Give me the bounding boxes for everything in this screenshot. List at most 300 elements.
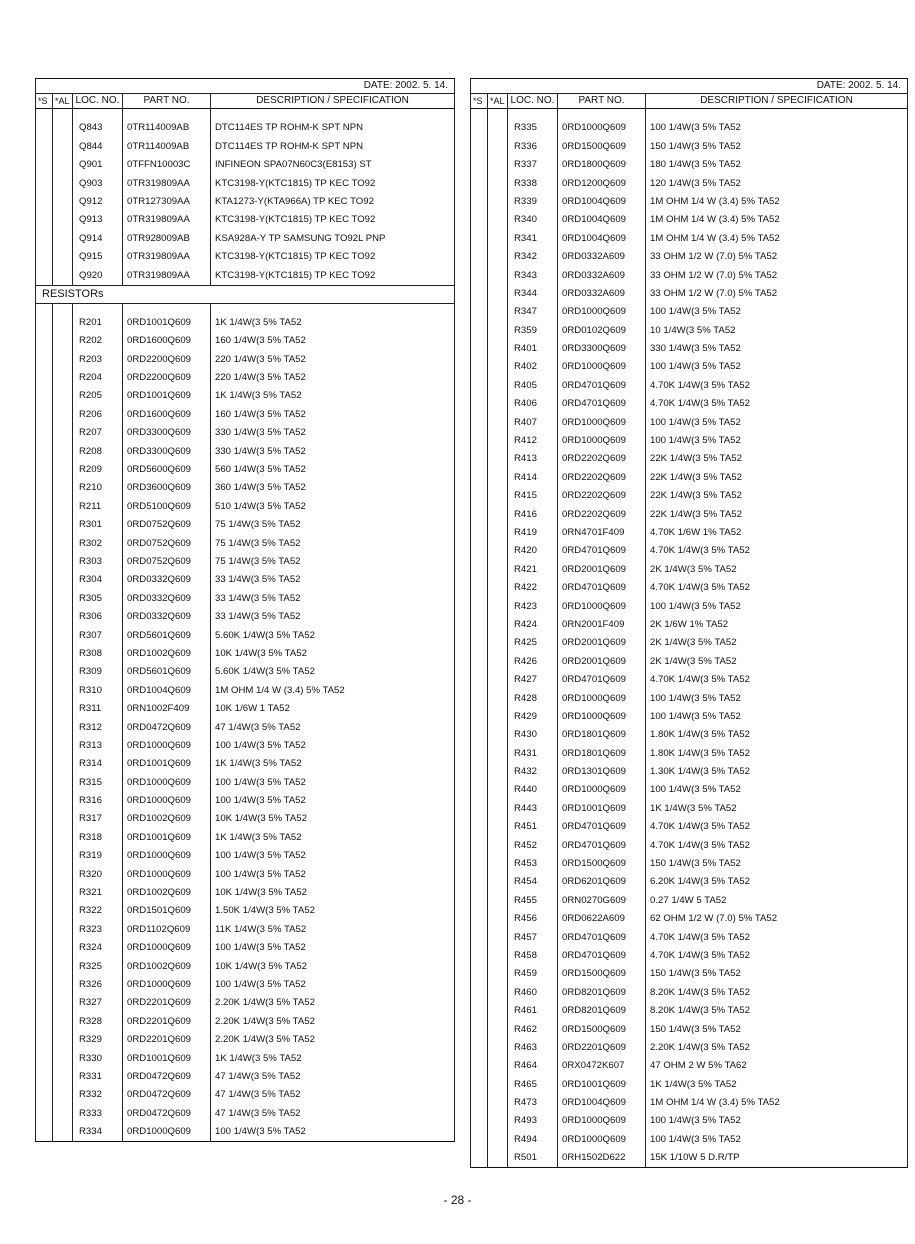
flag-al-cell: [488, 1075, 508, 1093]
description-cell: 33 OHM 1/2 W (7.0) 5% TA52: [646, 248, 908, 266]
description-cell: 150 1/4W(3 5% TA52: [646, 137, 908, 155]
flag-al-cell: [488, 891, 508, 909]
description-cell: 1K 1/4W(3 5% TA52: [646, 1075, 908, 1093]
loc-no-cell: R461: [508, 1002, 558, 1020]
loc-no-cell: R303: [73, 553, 123, 571]
description-cell: 100 1/4W(3 5% TA52: [646, 1130, 908, 1148]
flag-al-cell: [53, 1012, 73, 1030]
table-row: [36, 700, 455, 718]
loc-no-cell: R319: [73, 847, 123, 865]
loc-no-cell: R328: [73, 1012, 123, 1030]
spacer-cell: [73, 303, 123, 314]
loc-no-cell: Q843: [73, 119, 123, 137]
loc-no-cell: R406: [508, 395, 558, 413]
part-no-cell: 0RD1004Q609: [558, 229, 646, 247]
loc-no-cell: Q844: [73, 137, 123, 155]
part-no-cell: 0TR319809AA: [123, 174, 211, 192]
flag-al-cell: [488, 524, 508, 542]
spacer-cell: [53, 109, 73, 120]
loc-no-cell: R459: [508, 965, 558, 983]
loc-no-cell: R430: [508, 726, 558, 744]
description-cell: 0.27 1/4W 5 TA52: [646, 891, 908, 909]
description-cell: 4.70K 1/4W(3 5% TA52: [646, 947, 908, 965]
loc-no-cell: R416: [508, 505, 558, 523]
description-cell: 560 1/4W(3 5% TA52: [211, 461, 455, 479]
description-cell: 100 1/4W(3 5% TA52: [211, 976, 455, 994]
part-no-cell: 0RD2201Q609: [123, 1031, 211, 1049]
description-cell: 33 1/4W(3 5% TA52: [211, 571, 455, 589]
flag-al-cell: [488, 542, 508, 560]
spacer-cell: [211, 303, 455, 314]
loc-no-cell: R457: [508, 928, 558, 946]
description-cell: 10K 1/6W 1 TA52: [211, 700, 455, 718]
description-cell: 510 1/4W(3 5% TA52: [211, 497, 455, 515]
description-cell: 100 1/4W(3 5% TA52: [646, 432, 908, 450]
flag-al-cell: [53, 211, 73, 229]
part-no-cell: 0RD1200Q609: [558, 174, 646, 192]
description-cell: 1.50K 1/4W(3 5% TA52: [211, 902, 455, 920]
part-no-cell: 0RD1001Q609: [558, 799, 646, 817]
description-cell: 330 1/4W(3 5% TA52: [211, 424, 455, 442]
flag-s-cell: [471, 1149, 488, 1168]
header-s: *S: [471, 94, 488, 109]
flag-s-cell: [36, 1031, 53, 1049]
table-row: [36, 589, 455, 607]
table-row: [36, 193, 455, 211]
description-cell: 22K 1/4W(3 5% TA52: [646, 487, 908, 505]
flag-al-cell: [488, 616, 508, 634]
table-row: [471, 652, 908, 670]
flag-al-cell: [488, 799, 508, 817]
part-no-cell: 0RD4701Q609: [558, 818, 646, 836]
description-cell: 100 1/4W(3 5% TA52: [646, 119, 908, 137]
loc-no-cell: R464: [508, 1057, 558, 1075]
flag-s-cell: [36, 332, 53, 350]
flag-s-cell: [36, 405, 53, 423]
loc-no-cell: R493: [508, 1112, 558, 1130]
description-cell: 1M OHM 1/4 W (3.4) 5% TA52: [646, 193, 908, 211]
table-row: [36, 174, 455, 192]
table-row: [471, 616, 908, 634]
description-cell: 4.70K 1/4W(3 5% TA52: [646, 818, 908, 836]
description-cell: 10K 1/4W(3 5% TA52: [211, 957, 455, 975]
part-no-cell: 0RN1002F409: [123, 700, 211, 718]
loc-no-cell: R333: [73, 1104, 123, 1122]
loc-no-cell: R462: [508, 1020, 558, 1038]
table-row: [36, 332, 455, 350]
flag-al-cell: [53, 994, 73, 1012]
description-cell: 100 1/4W(3 5% TA52: [646, 781, 908, 799]
part-no-cell: 0RD1501Q609: [123, 902, 211, 920]
table-row: [36, 516, 455, 534]
spacer-row: [36, 109, 455, 120]
loc-no-cell: R210: [73, 479, 123, 497]
flag-al-cell: [488, 671, 508, 689]
flag-s-cell: [36, 718, 53, 736]
flag-al-cell: [53, 737, 73, 755]
description-cell: KTC3198-Y(KTC1815) TP KEC TO92: [211, 174, 455, 192]
description-cell: 4.70K 1/4W(3 5% TA52: [646, 376, 908, 394]
part-no-cell: 0RD3300Q609: [558, 340, 646, 358]
table-row: [471, 137, 908, 155]
table-row: [471, 505, 908, 523]
part-no-cell: 0RD4701Q609: [558, 836, 646, 854]
flag-s-cell: [471, 358, 488, 376]
description-cell: 180 1/4W(3 5% TA52: [646, 156, 908, 174]
loc-no-cell: R321: [73, 884, 123, 902]
flag-s-cell: [36, 957, 53, 975]
flag-al-cell: [53, 718, 73, 736]
loc-no-cell: R329: [73, 1031, 123, 1049]
description-cell: 5.60K 1/4W(3 5% TA52: [211, 626, 455, 644]
flag-al-cell: [488, 174, 508, 192]
table-row: [471, 321, 908, 339]
part-no-cell: 0TR114009AB: [123, 119, 211, 137]
flag-al-cell: [53, 571, 73, 589]
table-row: [471, 1002, 908, 1020]
section-header-row: [36, 285, 455, 303]
loc-no-cell: R340: [508, 211, 558, 229]
part-no-cell: 0RD1301Q609: [558, 763, 646, 781]
part-no-cell: 0RD1000Q609: [558, 689, 646, 707]
loc-no-cell: R317: [73, 810, 123, 828]
flag-al-cell: [488, 340, 508, 358]
flag-al-cell: [53, 442, 73, 460]
description-cell: 330 1/4W(3 5% TA52: [646, 340, 908, 358]
flag-s-cell: [471, 340, 488, 358]
description-cell: 33 1/4W(3 5% TA52: [211, 589, 455, 607]
table-row: [36, 314, 455, 332]
table-row: [36, 1049, 455, 1067]
loc-no-cell: R402: [508, 358, 558, 376]
part-no-cell: 0RD0472Q609: [123, 718, 211, 736]
flag-s-cell: [471, 726, 488, 744]
part-no-cell: 0RD5601Q609: [123, 663, 211, 681]
flag-al-cell: [53, 939, 73, 957]
part-no-cell: 0RD2201Q609: [558, 1039, 646, 1057]
flag-al-cell: [488, 983, 508, 1001]
header-loc-no: LOC. NO.: [508, 94, 558, 109]
flag-s-cell: [471, 376, 488, 394]
table-row: [471, 542, 908, 560]
loc-no-cell: R203: [73, 350, 123, 368]
loc-no-cell: R458: [508, 947, 558, 965]
flag-s-cell: [471, 156, 488, 174]
table-row: [471, 524, 908, 542]
loc-no-cell: R312: [73, 718, 123, 736]
flag-s-cell: [471, 468, 488, 486]
part-no-cell: 0RD4701Q609: [558, 395, 646, 413]
loc-no-cell: R320: [73, 865, 123, 883]
spacer-cell: [36, 303, 53, 314]
part-no-cell: 0RD1001Q609: [123, 755, 211, 773]
loc-no-cell: R323: [73, 920, 123, 938]
flag-al-cell: [53, 1049, 73, 1067]
loc-no-cell: R309: [73, 663, 123, 681]
table-row: [471, 376, 908, 394]
flag-al-cell: [53, 229, 73, 247]
table-row: [471, 285, 908, 303]
part-no-cell: 0RD1002Q609: [123, 957, 211, 975]
description-cell: 15K 1/10W 5 D.R/TP: [646, 1149, 908, 1168]
table-row: [36, 1104, 455, 1122]
table-row: [36, 976, 455, 994]
flag-s-cell: [36, 645, 53, 663]
flag-s-cell: [471, 891, 488, 909]
table-row: [36, 1012, 455, 1030]
flag-s-cell: [36, 884, 53, 902]
loc-no-cell: R428: [508, 689, 558, 707]
part-no-cell: 0RD4701Q609: [558, 947, 646, 965]
description-cell: 8.20K 1/4W(3 5% TA52: [646, 1002, 908, 1020]
loc-no-cell: Q913: [73, 211, 123, 229]
date-row: [471, 79, 908, 94]
flag-al-cell: [53, 773, 73, 791]
table-row: [471, 855, 908, 873]
flag-s-cell: [471, 799, 488, 817]
loc-no-cell: R412: [508, 432, 558, 450]
part-no-cell: 0RD0752Q609: [123, 534, 211, 552]
loc-no-cell: R401: [508, 340, 558, 358]
date-row: [36, 79, 455, 94]
spacer-cell: [36, 109, 53, 120]
flag-s-cell: [471, 1002, 488, 1020]
part-no-cell: 0RD5100Q609: [123, 497, 211, 515]
loc-no-cell: R324: [73, 939, 123, 957]
flag-al-cell: [53, 902, 73, 920]
flag-s-cell: [36, 553, 53, 571]
description-cell: KTC3198-Y(KTC1815) TP KEC TO92: [211, 248, 455, 266]
flag-s-cell: [36, 865, 53, 883]
flag-s-cell: [471, 579, 488, 597]
description-cell: 75 1/4W(3 5% TA52: [211, 516, 455, 534]
spacer-cell: [488, 109, 508, 120]
loc-no-cell: R336: [508, 137, 558, 155]
flag-s-cell: [36, 902, 53, 920]
flag-al-cell: [53, 497, 73, 515]
description-cell: 22K 1/4W(3 5% TA52: [646, 505, 908, 523]
flag-s-cell: [36, 350, 53, 368]
part-no-cell: 0RN4701F409: [558, 524, 646, 542]
table-row: [36, 828, 455, 846]
table-row: [36, 479, 455, 497]
part-no-cell: 0RD2202Q609: [558, 468, 646, 486]
loc-no-cell: R424: [508, 616, 558, 634]
flag-al-cell: [488, 1130, 508, 1148]
flag-s-cell: [36, 1012, 53, 1030]
flag-s-cell: [36, 119, 53, 137]
description-cell: 100 1/4W(3 5% TA52: [646, 413, 908, 431]
section-title: RESISTORs: [36, 285, 455, 303]
part-no-cell: 0RD2001Q609: [558, 634, 646, 652]
loc-no-cell: R429: [508, 708, 558, 726]
table-row: [471, 947, 908, 965]
part-no-cell: 0RD1000Q609: [123, 773, 211, 791]
description-cell: 360 1/4W(3 5% TA52: [211, 479, 455, 497]
loc-no-cell: Q912: [73, 193, 123, 211]
flag-al-cell: [488, 947, 508, 965]
description-cell: 1M OHM 1/4 W (3.4) 5% TA52: [646, 211, 908, 229]
flag-al-cell: [488, 156, 508, 174]
flag-s-cell: [471, 1112, 488, 1130]
part-no-cell: 0RD4701Q609: [558, 928, 646, 946]
flag-al-cell: [488, 248, 508, 266]
flag-al-cell: [53, 663, 73, 681]
spacer-cell: [123, 303, 211, 314]
table-row: [36, 663, 455, 681]
part-no-cell: 0RD1001Q609: [123, 1049, 211, 1067]
part-no-cell: 0TR319809AA: [123, 266, 211, 285]
flag-s-cell: [36, 211, 53, 229]
table-row: [471, 450, 908, 468]
loc-no-cell: R342: [508, 248, 558, 266]
flag-al-cell: [53, 589, 73, 607]
part-no-cell: 0RD8201Q609: [558, 1002, 646, 1020]
description-cell: 2.20K 1/4W(3 5% TA52: [211, 1031, 455, 1049]
table-row: [36, 405, 455, 423]
flag-al-cell: [488, 1002, 508, 1020]
part-no-cell: 0RD1801Q609: [558, 744, 646, 762]
part-no-cell: 0RD1000Q609: [123, 792, 211, 810]
table-row: [36, 1068, 455, 1086]
flag-s-cell: [471, 855, 488, 873]
table-row: [471, 266, 908, 284]
spacer-row: [36, 303, 455, 314]
part-no-cell: 0RD2200Q609: [123, 369, 211, 387]
part-no-cell: 0RD1000Q609: [123, 939, 211, 957]
flag-s-cell: [471, 873, 488, 891]
spacer-cell: [211, 109, 455, 120]
loc-no-cell: R330: [73, 1049, 123, 1067]
part-no-cell: 0RD1800Q609: [558, 156, 646, 174]
flag-s-cell: [36, 266, 53, 285]
flag-al-cell: [53, 119, 73, 137]
flag-al-cell: [488, 781, 508, 799]
part-no-cell: 0RD1001Q609: [123, 387, 211, 405]
table-row: [471, 468, 908, 486]
flag-al-cell: [53, 976, 73, 994]
table-row: [36, 248, 455, 266]
description-cell: 100 1/4W(3 5% TA52: [211, 792, 455, 810]
flag-s-cell: [471, 560, 488, 578]
spacer-cell: [73, 109, 123, 120]
header-row: [471, 94, 908, 109]
loc-no-cell: R322: [73, 902, 123, 920]
description-cell: 1M OHM 1/4 W (3.4) 5% TA52: [646, 1094, 908, 1112]
table-row: [471, 303, 908, 321]
part-no-cell: 0RD1801Q609: [558, 726, 646, 744]
description-cell: 1M OHM 1/4 W (3.4) 5% TA52: [646, 229, 908, 247]
part-no-cell: 0RD1000Q609: [558, 119, 646, 137]
flag-al-cell: [53, 479, 73, 497]
table-row: [36, 957, 455, 975]
flag-s-cell: [471, 652, 488, 670]
flag-al-cell: [53, 1123, 73, 1142]
flag-al-cell: [488, 432, 508, 450]
flag-al-cell: [53, 645, 73, 663]
table-row: [471, 726, 908, 744]
description-cell: 220 1/4W(3 5% TA52: [211, 369, 455, 387]
flag-s-cell: [471, 708, 488, 726]
loc-no-cell: R427: [508, 671, 558, 689]
loc-no-cell: R341: [508, 229, 558, 247]
parts-table-left: [35, 78, 455, 1142]
flag-s-cell: [36, 626, 53, 644]
header-part-no: PART NO.: [123, 94, 211, 109]
flag-al-cell: [53, 248, 73, 266]
part-no-cell: 0RD1102Q609: [123, 920, 211, 938]
flag-s-cell: [471, 229, 488, 247]
flag-s-cell: [471, 285, 488, 303]
flag-al-cell: [488, 229, 508, 247]
part-no-cell: 0TR928009AB: [123, 229, 211, 247]
description-cell: 4.70K 1/4W(3 5% TA52: [646, 395, 908, 413]
description-cell: 75 1/4W(3 5% TA52: [211, 534, 455, 552]
table-row: [36, 920, 455, 938]
flag-s-cell: [471, 836, 488, 854]
part-no-cell: 0RD1004Q609: [558, 211, 646, 229]
flag-s-cell: [36, 193, 53, 211]
description-cell: 100 1/4W(3 5% TA52: [646, 1112, 908, 1130]
description-cell: 160 1/4W(3 5% TA52: [211, 332, 455, 350]
flag-s-cell: [36, 387, 53, 405]
loc-no-cell: R307: [73, 626, 123, 644]
table-row: [471, 928, 908, 946]
table-row: [471, 174, 908, 192]
loc-no-cell: R306: [73, 608, 123, 626]
flag-al-cell: [53, 884, 73, 902]
description-cell: 2K 1/4W(3 5% TA52: [646, 652, 908, 670]
description-cell: 4.70K 1/4W(3 5% TA52: [646, 579, 908, 597]
part-no-cell: 0RD1000Q609: [558, 781, 646, 799]
part-no-cell: 0RD2001Q609: [558, 652, 646, 670]
loc-no-cell: R414: [508, 468, 558, 486]
flag-al-cell: [488, 726, 508, 744]
spacer-cell: [508, 109, 558, 120]
flag-s-cell: [471, 487, 488, 505]
flag-al-cell: [53, 461, 73, 479]
description-cell: 62 OHM 1/2 W (7.0) 5% TA52: [646, 910, 908, 928]
part-no-cell: 0RD1000Q609: [123, 1123, 211, 1142]
part-no-cell: 0RD8201Q609: [558, 983, 646, 1001]
table-row: [36, 884, 455, 902]
part-no-cell: 0RD1500Q609: [558, 1020, 646, 1038]
flag-al-cell: [488, 303, 508, 321]
table-row: [36, 266, 455, 285]
loc-no-cell: R313: [73, 737, 123, 755]
part-no-cell: 0RD1500Q609: [558, 137, 646, 155]
flag-al-cell: [53, 1031, 73, 1049]
loc-no-cell: R421: [508, 560, 558, 578]
part-no-cell: 0RD1000Q609: [558, 1130, 646, 1148]
description-cell: 2.20K 1/4W(3 5% TA52: [211, 994, 455, 1012]
description-cell: 1.30K 1/4W(3 5% TA52: [646, 763, 908, 781]
part-no-cell: 0RD4701Q609: [558, 542, 646, 560]
table-row: [36, 994, 455, 1012]
flag-al-cell: [488, 1039, 508, 1057]
description-cell: 150 1/4W(3 5% TA52: [646, 1020, 908, 1038]
table-row: [471, 579, 908, 597]
loc-no-cell: R426: [508, 652, 558, 670]
loc-no-cell: R407: [508, 413, 558, 431]
flag-al-cell: [488, 910, 508, 928]
loc-no-cell: R452: [508, 836, 558, 854]
loc-no-cell: R334: [73, 1123, 123, 1142]
table-row: [471, 671, 908, 689]
table-row: [36, 461, 455, 479]
part-no-cell: 0RX0472K607: [558, 1057, 646, 1075]
flag-s-cell: [36, 792, 53, 810]
